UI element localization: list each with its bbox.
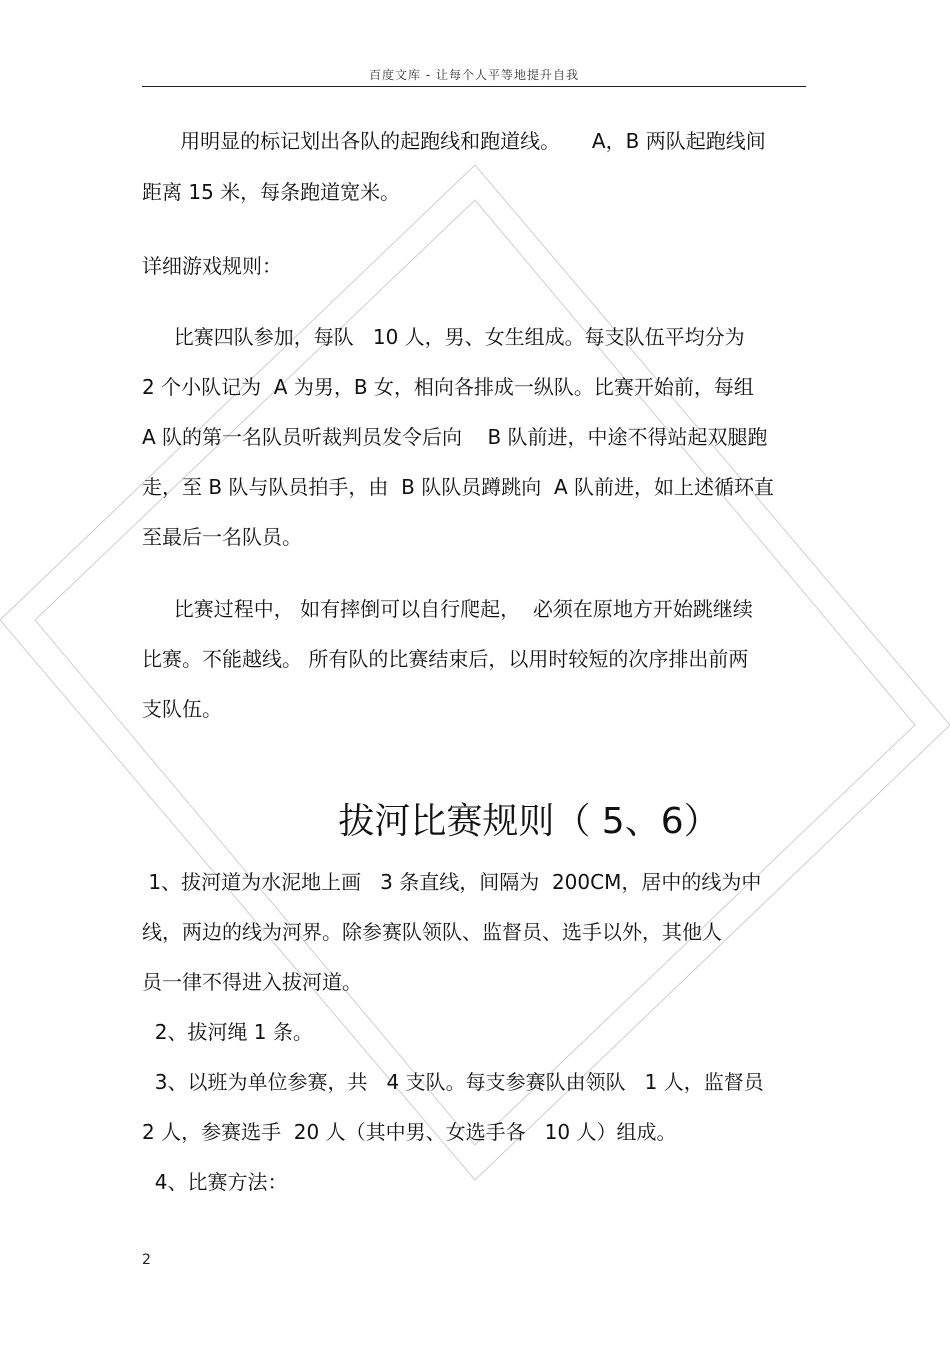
paragraph-line: A 队的第一名队员听裁判员发令后向 B 队前进，中途不得站起双腿跑 (142, 425, 768, 449)
paragraph-line: 比赛四队参加，每队 10 人，男、女生组成。每支队伍平均分为 (142, 325, 745, 349)
list-item-line: 4、比赛方法： (142, 1170, 288, 1194)
list-item-line: 2、拔河绳 1 条。 (142, 1020, 313, 1044)
paragraph-line: 比赛。不能越线。 所有队的比赛结束后，以用时较短的次序排出前两 (142, 647, 749, 671)
paragraph-line: 比赛过程中， 如有摔倒可以自行爬起， 必须在原地方开始跳继续 (142, 597, 753, 621)
paragraph-line: 距离 15 米，每条跑道宽米。 (142, 180, 401, 204)
rules-heading: 详细游戏规则： (142, 254, 282, 278)
paragraph-line: 用明显的标记划出各队的起跑线和跑道线。 A，B 两队起跑线间 (142, 129, 766, 153)
page-number: 2 (142, 1252, 151, 1268)
paragraph-line: 2 个小队记为 A 为男，B 女，相向各排成一纵队。比赛开始前，每组 (142, 375, 754, 399)
paragraph-line: 支队伍。 (142, 697, 222, 721)
page-header: 百度文库 - 让每个人平等地提升自我 (369, 68, 579, 82)
list-item-line: 员一律不得进入拔河道。 (142, 970, 362, 994)
list-item-line: 1、拔河道为水泥地上画 3 条直线，间隔为 200CM，居中的线为中 (142, 870, 762, 894)
list-item-line: 3、以班为单位参赛，共 4 支队。每支参赛队由领队 1 人，监督员 (142, 1070, 764, 1094)
header-divider (142, 86, 806, 87)
list-item-line: 2 人，参赛选手 20 人（其中男、女选手各 10 人）组成。 (142, 1120, 677, 1144)
paragraph-line: 走，至 B 队与队员拍手，由 B 队队员蹲跳向 A 队前进，如上述循环直 (142, 475, 774, 499)
list-item-line: 线，两边的线为河界。除参赛队领队、监督员、选手以外，其他人 (142, 920, 722, 944)
paragraph-line: 至最后一名队员。 (142, 525, 302, 549)
section-title: 拔河比赛规则（ 5、6） (338, 801, 720, 842)
